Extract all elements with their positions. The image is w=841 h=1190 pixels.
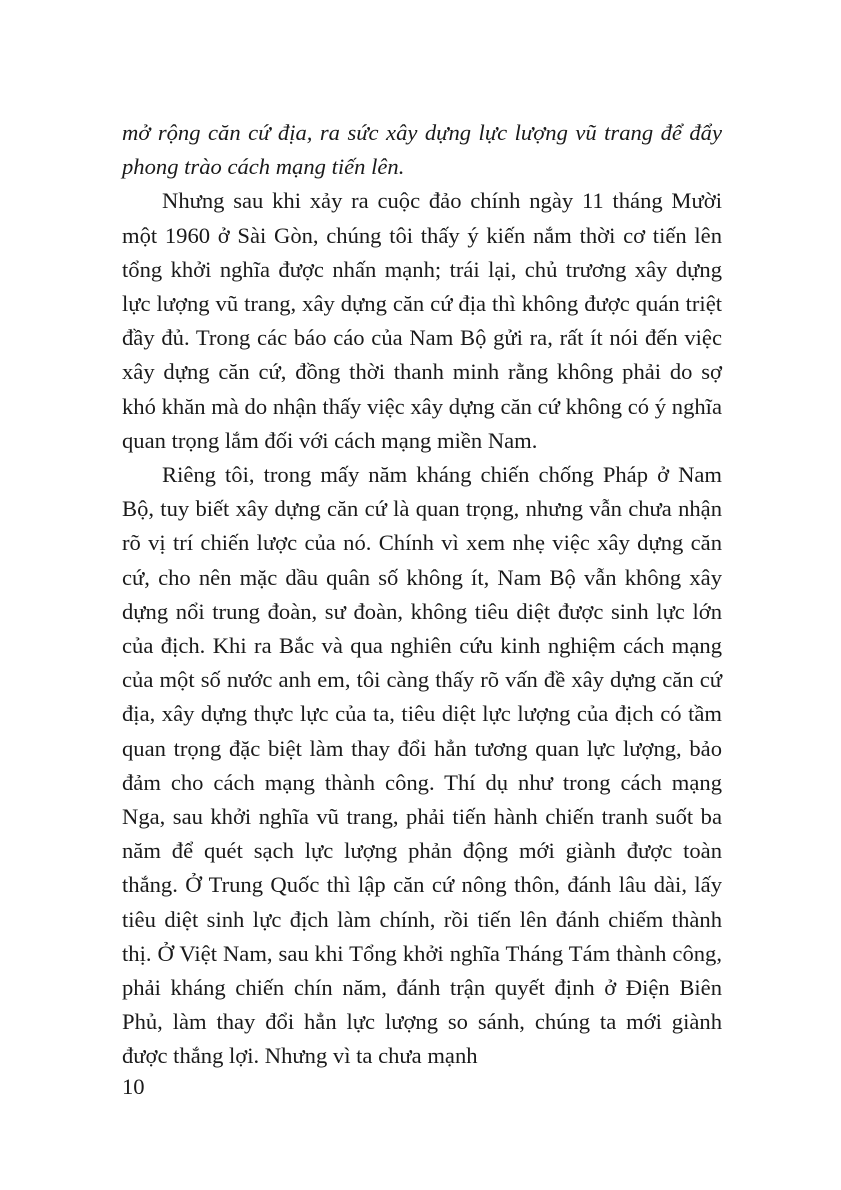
page-number: 10	[122, 1074, 145, 1099]
body-text	[122, 116, 722, 1074]
opening-italic-paragraph: mở rộng căn cứ địa, ra sức xây dựng lực lượng vũ trang để đẩy phong trào cách mạng tiến lên.	[122, 120, 722, 180]
paragraph-coup: Nhưng sau khi xảy ra cuộc đảo chính ngày 11 tháng Mười một 1960 ở Sài Gòn, chúng tôi thấy ý kiến nắm thời cơ tiến lên tổng khởi nghĩa được nhấn mạnh; trái lại, chủ trương xây dựng lực lượng vũ trang, xây dựng căn cứ địa thì không được quán triệt đầy đủ. Trong các báo cáo của Nam Bộ gửi ra, rất ít nói đến việc xây dựng căn cứ, đồng thời thanh minh rằng không phải do sợ khó khăn mà do nhận thấy việc xây dựng căn cứ không có ý nghĩa quan trọng lắm đối với cách mạng miền Nam.	[122, 188, 722, 453]
paragraph-base-building: Riêng tôi, trong mấy năm kháng chiến chống Pháp ở Nam Bộ, tuy biết xây dựng căn cứ là quan trọng, nhưng vẫn chưa nhận rõ vị trí chiến lược của nó. Chính vì xem nhẹ việc xây dựng căn cứ, cho nên mặc dầu quân số không ít, Nam Bộ vẫn không xây dựng nổi trung đoàn, sư đoàn, không tiêu diệt được sinh lực lớn của địch. Khi ra Bắc và qua nghiên cứu kinh nghiệm cách mạng của một số nước anh em, tôi càng thấy rõ vấn đề xây dựng căn cứ địa, xây dựng thực lực của ta, tiêu diệt lực lượng của địch có tầm quan trọng đặc biệt làm thay đổi hẳn tương quan lực lượng, bảo đảm cho cách mạng thành công. Thí dụ như trong cách mạng Nga, sau khởi nghĩa vũ trang, phải tiến hành chiến tranh suốt ba năm để quét sạch lực lượng phản động mới giành được toàn thắng. Ở Trung Quốc thì lập căn cứ nông thôn, đánh lâu dài, lấy tiêu diệt sinh lực địch làm chính, rồi tiến lên đánh chiếm thành thị. Ở Việt Nam, sau khi Tổng khởi nghĩa Tháng Tám thành công, phải kháng chiến chín năm, đánh trận quyết định ở Điện Biên Phủ, làm thay đổi hẳn lực lượng so sánh, chúng ta mới giành được thắng lợi. Nhưng vì ta chưa mạnh	[122, 462, 722, 1069]
